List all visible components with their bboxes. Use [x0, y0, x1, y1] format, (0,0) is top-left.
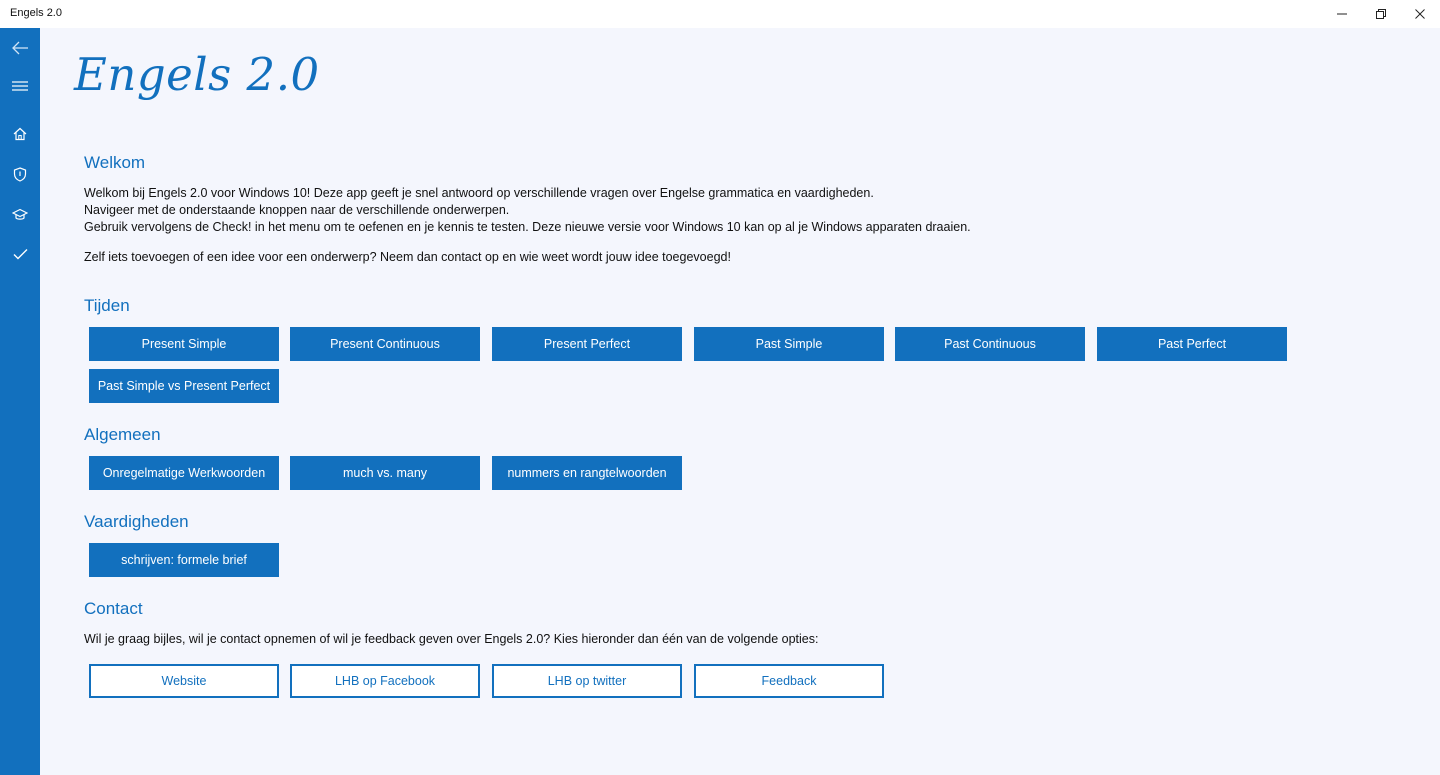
window-title: Engels 2.0 — [10, 7, 62, 19]
section-title-vaardigheden: Vaardigheden — [84, 512, 189, 531]
back-button[interactable] — [0, 28, 40, 68]
button-nummers-en-rangtelwoorden[interactable]: nummers en rangtelwoorden — [492, 456, 682, 490]
sidebar-item-shield[interactable] — [0, 154, 40, 194]
checkmark-icon — [13, 248, 28, 260]
button-onregelmatige-werkwoorden[interactable]: Onregelmatige Werkwoorden — [89, 456, 279, 490]
hamburger-menu-button[interactable] — [0, 66, 40, 106]
sidebar-item-home[interactable] — [0, 114, 40, 154]
button-present-simple[interactable]: Present Simple — [89, 327, 279, 361]
website-button[interactable]: Website — [89, 664, 279, 698]
button-past-simple[interactable]: Past Simple — [694, 327, 884, 361]
restore-button[interactable] — [1362, 0, 1400, 28]
section-title-contact: Contact — [84, 599, 143, 618]
welcome-line-3: Gebruik vervolgens de Check! in het menu om te oefenen en je kennis te testen. Deze nieuwe versie voor Windows 10 kan op al je Windows apparaten draaien. — [84, 220, 971, 234]
restore-icon — [1375, 8, 1387, 20]
feedback-button[interactable]: Feedback — [694, 664, 884, 698]
button-much-vs-many[interactable]: much vs. many — [290, 456, 480, 490]
main-content — [40, 28, 1440, 775]
twitter-button[interactable]: LHB op twitter — [492, 664, 682, 698]
section-title-algemeen: Algemeen — [84, 425, 161, 444]
minimize-icon — [1336, 8, 1348, 20]
button-past-continuous[interactable]: Past Continuous — [895, 327, 1085, 361]
home-icon — [13, 127, 27, 141]
sidebar-item-education[interactable] — [0, 194, 40, 234]
close-icon — [1414, 8, 1426, 20]
button-past-simple-vs-present-perfect[interactable]: Past Simple vs Present Perfect — [89, 369, 279, 403]
button-present-perfect[interactable]: Present Perfect — [492, 327, 682, 361]
contact-text: Wil je graag bijles, wil je contact opnemen of wil je feedback geven over Engels 2.0? Kies hieronder dan één van de volgende opties: — [84, 632, 819, 646]
button-past-perfect[interactable]: Past Perfect — [1097, 327, 1287, 361]
title-bar — [0, 0, 1440, 28]
sidebar-item-check[interactable] — [0, 234, 40, 274]
sidebar — [0, 28, 40, 775]
close-button[interactable] — [1401, 0, 1439, 28]
shield-icon — [13, 167, 27, 182]
section-title-welkom: Welkom — [84, 153, 146, 172]
button-formele-brief[interactable]: schrijven: formele brief — [89, 543, 279, 577]
minimize-button[interactable] — [1323, 0, 1361, 28]
graduation-cap-icon — [12, 208, 28, 221]
button-present-continuous[interactable]: Present Continuous — [290, 327, 480, 361]
welcome-line-2: Navigeer met de onderstaande knoppen naar de verschillende onderwerpen. — [84, 203, 510, 217]
facebook-button[interactable]: LHB op Facebook — [290, 664, 480, 698]
section-title-tijden: Tijden — [84, 296, 130, 315]
hamburger-menu-icon — [12, 80, 28, 92]
page-title: Engels 2.0 — [74, 48, 320, 101]
welcome-extra: Zelf iets toevoegen of een idee voor een onderwerp? Neem dan contact op en wie weet wordt jouw idee toegevoegd! — [84, 250, 731, 264]
welcome-line-1: Welkom bij Engels 2.0 voor Windows 10! Deze app geeft je snel antwoord op verschillende vragen over Engelse grammatica en vaardigheden. — [84, 186, 874, 200]
back-arrow-icon — [11, 41, 29, 55]
